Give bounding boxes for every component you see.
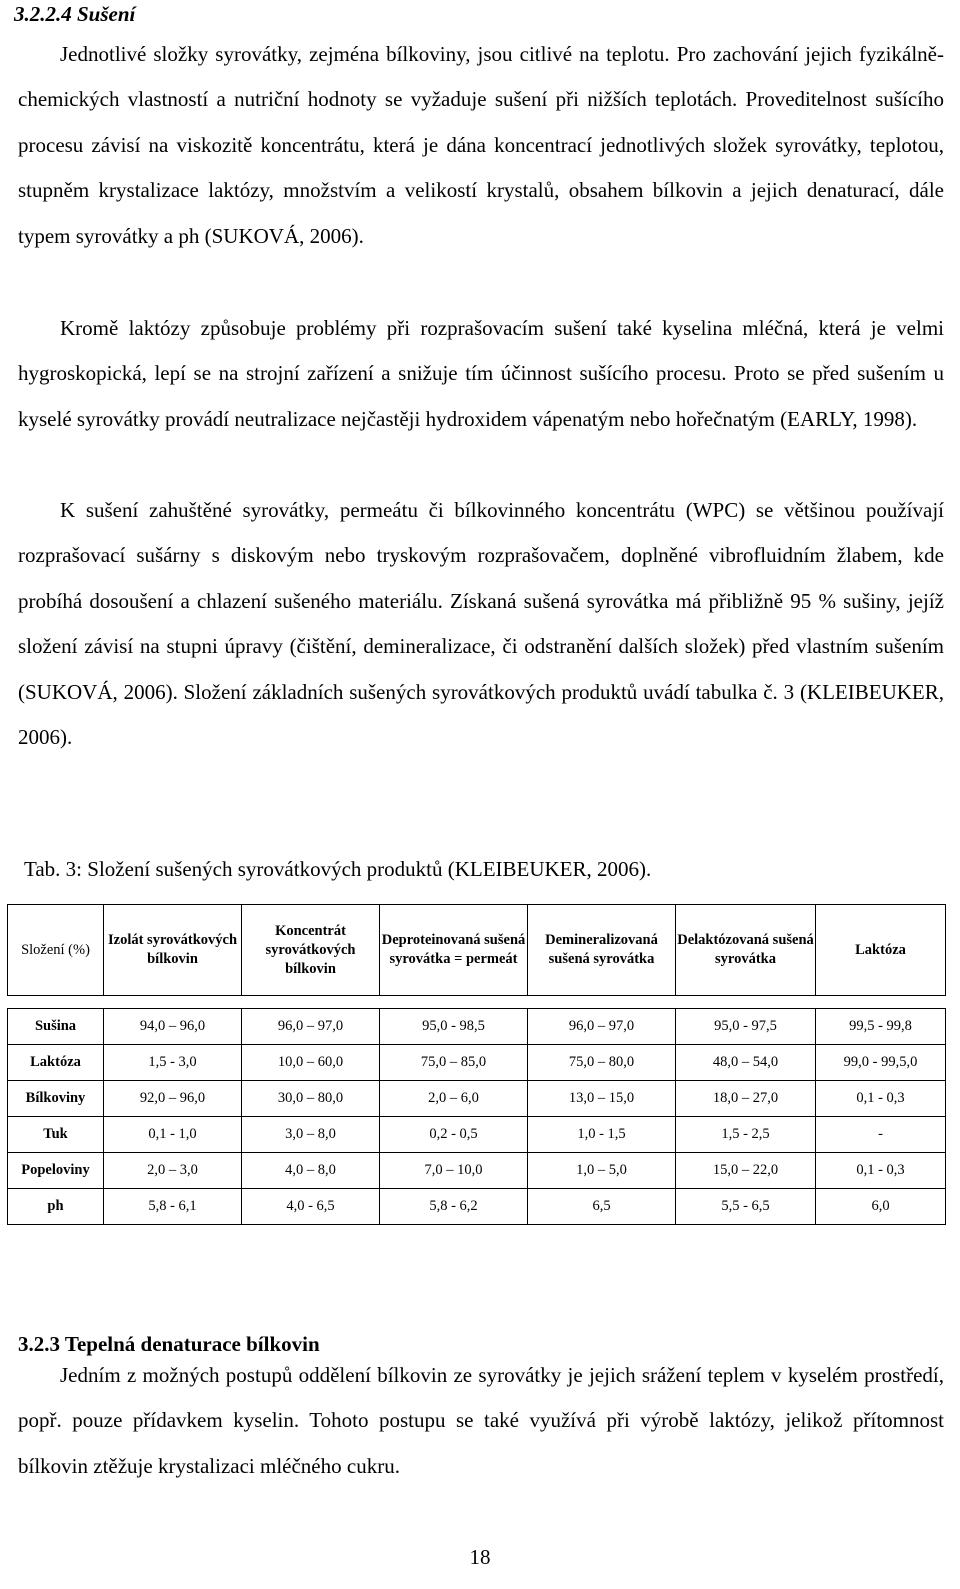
table-cell: 5,8 - 6,1 xyxy=(104,1189,242,1225)
table-cell: 1,0 - 1,5 xyxy=(528,1117,676,1153)
paragraph-1: Jednotlivé složky syrovátky, zejména bílkoviny, jsou citlivé na teplotu. Pro zachování jejich fyzikálně-chemických vlastností a nutriční hodnoty se vyžaduje sušení při nižších teplotách. Proveditelnost sušícího procesu závisí na viskozitě koncentrátu, která je dána koncentrací jednotlivých složek syrovátky, teplotou, stupněm krystalizace laktózy, množstvím a velikostí krystalů, obsahem bílkovin a jejich denaturací, dále typem syrovátky a ph (SUKOVÁ, 2006). xyxy=(18,42,944,248)
table-cell: 99,0 - 99,5,0 xyxy=(816,1045,946,1081)
table-row xyxy=(8,1117,946,1153)
table-cell: 95,0 - 98,5 xyxy=(380,1009,528,1045)
table-cell: 92,0 – 96,0 xyxy=(104,1081,242,1117)
table-caption: Tab. 3: Složení sušených syrovátkových produktů (KLEIBEUKER, 2006). xyxy=(24,857,652,881)
table-cell: 95,0 - 97,5 xyxy=(676,1009,816,1045)
table-cell: 99,5 - 99,8 xyxy=(816,1009,946,1045)
table-cell: 13,0 – 15,0 xyxy=(528,1081,676,1117)
table-cell: 3,0 – 8,0 xyxy=(242,1117,380,1153)
table-cell: 0,1 - 0,3 xyxy=(816,1153,946,1189)
table-cell: 7,0 – 10,0 xyxy=(380,1153,528,1189)
header-cell: Koncentrát syrovátkových bílkovin xyxy=(242,905,380,996)
table-cell: 96,0 – 97,0 xyxy=(242,1009,380,1045)
row-label: Laktóza xyxy=(8,1045,104,1081)
table-cell: 1,5 - 3,0 xyxy=(104,1045,242,1081)
table-cell: 1,0 – 5,0 xyxy=(528,1153,676,1189)
table-cell: 94,0 – 96,0 xyxy=(104,1009,242,1045)
table-cell: 4,0 - 6,5 xyxy=(242,1189,380,1225)
table-cell: 18,0 – 27,0 xyxy=(676,1081,816,1117)
header-cell: Izolát syrovátkových bílkovin xyxy=(104,905,242,996)
table-cell: 1,5 - 2,5 xyxy=(676,1117,816,1153)
table-cell: 4,0 – 8,0 xyxy=(242,1153,380,1189)
table-cell: 30,0 – 80,0 xyxy=(242,1081,380,1117)
table-row xyxy=(8,1045,946,1081)
table-cell: 15,0 – 22,0 xyxy=(676,1153,816,1189)
table-row xyxy=(8,1081,946,1117)
table-cell: 0,2 - 0,5 xyxy=(380,1117,528,1153)
composition-table xyxy=(7,904,946,1225)
row-label: Popeloviny xyxy=(8,1153,104,1189)
table-cell: 10,0 – 60,0 xyxy=(242,1045,380,1081)
table-cell: 2,0 – 6,0 xyxy=(380,1081,528,1117)
table-spacer-row xyxy=(8,996,946,1009)
table-cell: 96,0 – 97,0 xyxy=(528,1009,676,1045)
table-header-row xyxy=(8,905,946,996)
header-cell: Složení (%) xyxy=(8,905,104,996)
paragraph-3: K sušení zahuštěné syrovátky, permeátu či bílkovinného koncentrátu (WPC) se většinou používají rozprašovací sušárny s diskovým nebo tryskovým rozprašovačem, doplněné vibrofluidním žlabem, kde probíhá dosoušení a chlazení sušeného materiálu. Získaná sušená syrovátka má přibližně 95 % sušiny, jejíž složení závisí na stupni úpravy (čištění, demineralizace, či odstranění dalších složek) před vlastním sušením (SUKOVÁ, 2006). Složení základních sušených syrovátkových produktů uvádí tabulka č. 3 (KLEIBEUKER, 2006). xyxy=(18,498,944,750)
header-cell: Demineralizovaná sušená syrovátka xyxy=(528,905,676,996)
table-cell: - xyxy=(816,1117,946,1153)
table-cell: 6,5 xyxy=(528,1189,676,1225)
table-cell: 75,0 – 80,0 xyxy=(528,1045,676,1081)
table-row xyxy=(8,1009,946,1045)
table-cell: 0,1 - 0,3 xyxy=(816,1081,946,1117)
table-row xyxy=(8,1153,946,1189)
row-label: ph xyxy=(8,1189,104,1225)
row-label: Bílkoviny xyxy=(8,1081,104,1117)
row-label: Sušina xyxy=(8,1009,104,1045)
table-cell: 48,0 – 54,0 xyxy=(676,1045,816,1081)
page-number: 18 xyxy=(469,1545,491,1569)
header-cell: Laktóza xyxy=(816,905,946,996)
table-cell: 5,5 - 6,5 xyxy=(676,1189,816,1225)
header-cell: Delaktózovaná sušená syrovátka xyxy=(676,905,816,996)
section-2-heading: 3.2.3 Tepelná denaturace bílkovin xyxy=(18,1332,320,1356)
section-heading: 3.2.2.4 Sušení xyxy=(14,2,136,26)
table-cell: 75,0 – 85,0 xyxy=(380,1045,528,1081)
header-cell: Deproteinovaná sušená syrovátka = permeát xyxy=(380,905,528,996)
paragraph-2: Kromě laktózy způsobuje problémy při rozprašovacím sušení také kyselina mléčná, která je velmi hygroskopická, lepí se na strojní zařízení a snižuje tím účinnost sušícího procesu. Proto se před sušením u kyselé syrovátky provádí neutralizace nejčastěji hydroxidem vápenatým nebo hořečnatým (EARLY, 1998). xyxy=(18,316,944,431)
table-cell: 2,0 – 3,0 xyxy=(104,1153,242,1189)
table-cell: 0,1 - 1,0 xyxy=(104,1117,242,1153)
row-label: Tuk xyxy=(8,1117,104,1153)
section-2-paragraph: Jedním z možných postupů oddělení bílkovin ze syrovátky je jejich srážení teplem v kyselém prostředí, popř. pouze přídavkem kyselin. Tohoto postupu se také využívá při výrobě laktózy, jelikož přítomnost bílkovin ztěžuje krystalizaci mléčného cukru. xyxy=(18,1363,944,1478)
table-row xyxy=(8,1189,946,1225)
table-cell: 6,0 xyxy=(816,1189,946,1225)
table-cell: 5,8 - 6,2 xyxy=(380,1189,528,1225)
